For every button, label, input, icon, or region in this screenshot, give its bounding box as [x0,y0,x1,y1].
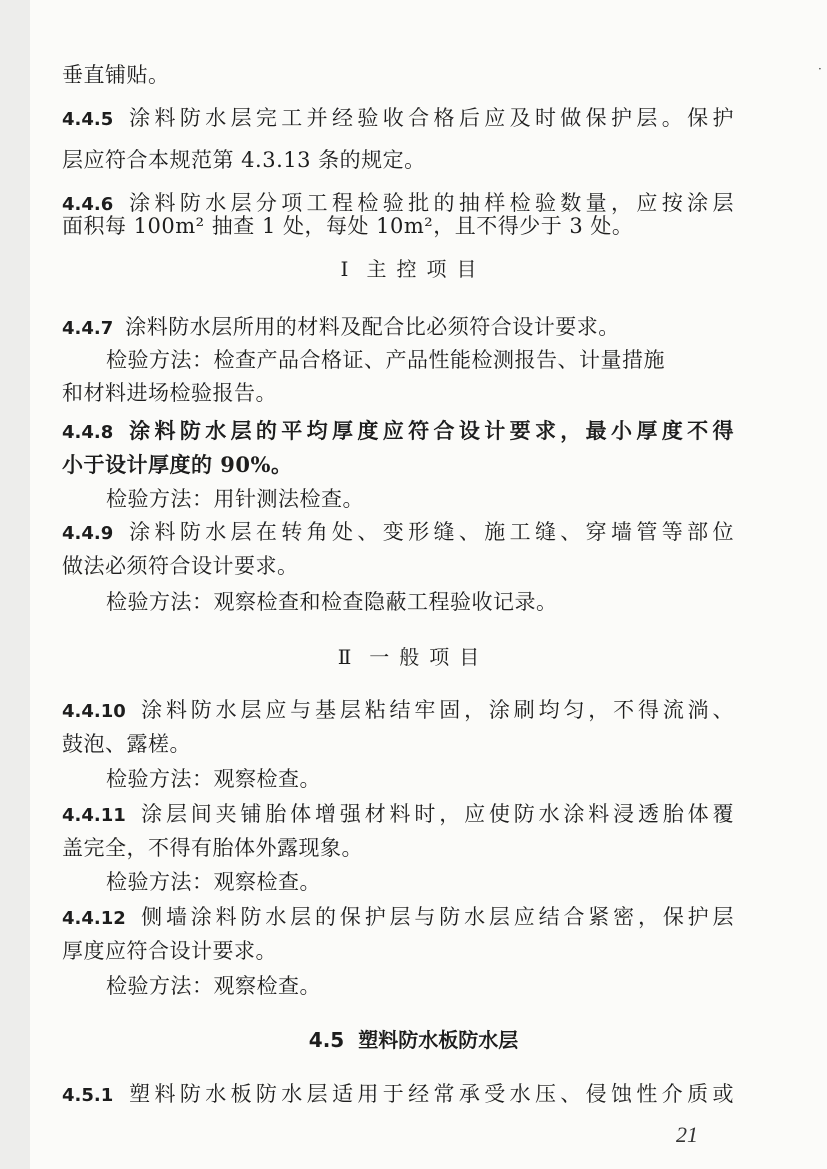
page-number: 21 [676,1122,698,1147]
clause-4-4-5 [62,104,734,134]
clause-number: 4.4.6 [62,194,114,215]
clause-4-5-1 [62,1080,734,1110]
clause-text: 涂料防水层所用的材料及配合比必须符合设计要求。 [125,315,620,339]
clause-text: 涂层间夹铺胎体增强材料时，应使防水涂料浸透胎体覆 [137,802,734,826]
clause-4-4-9 [62,518,734,548]
text-line: 厚度应符合设计要求。 [62,939,277,963]
scan-edge-shadow [0,0,30,1169]
clause-number: 4.5.1 [62,1085,114,1106]
text-line: 面积每 100m² 抽查 1 处，每处 10m²，且不得少于 3 处。 [62,214,634,238]
clause-4-4-8 [62,417,734,447]
clause-number: 4.4.10 [62,701,126,722]
clause-number: 4.4.11 [62,805,126,826]
clause-4-4-10 [62,696,734,726]
clause-text: 侧墙涂料防水层的保护层与防水层应结合紧密，保护层 [137,905,734,929]
section-title-text: 塑料防水板防水层 [358,1028,519,1052]
clause-text: 涂料防水层在转角处、变形缝、施工缝、穿墙管等部位 [125,520,734,544]
clause-text: 涂料防水层的平均厚度应符合设计要求，最小厚度不得 [125,418,734,443]
text-line: 垂直铺贴。 [62,63,170,87]
subheading-main-control-items [0,255,827,283]
clause-number: 4.4.9 [62,523,114,544]
inspection-method: 检验方法：观察检查和检查隐蔽工程验收记录。 [106,590,558,614]
clause-number: 4.4.7 [62,318,114,339]
subheading-text: 主控项目 [366,257,487,281]
text-line: 做法必须符合设计要求。 [62,554,299,578]
inspection-method: 检验方法：用针测法检查。 [106,487,364,511]
clause-4-4-11 [62,800,734,830]
subheading-general-items [0,643,827,671]
section-number: 4.5 [308,1028,345,1052]
clause-4-4-12 [62,903,734,933]
subheading-numeral: Ⅱ [337,645,352,669]
clause-4-4-7 [62,313,620,343]
inspection-method: 检验方法：观察检查。 [106,767,321,791]
subheading-text: 一般项目 [369,645,490,669]
clause-text: 涂料防水层应与基层粘结牢固，涂刷均匀，不得流淌、 [137,698,734,722]
text-line: 层应符合本规范第 4.3.13 条的规定。 [62,148,426,172]
text-line: 鼓泡、露槎。 [62,732,191,756]
clause-text: 涂料防水层完工并经验收合格后应及时做保护层。保护 [125,106,734,130]
clause-number: 4.4.5 [62,109,114,130]
text-line: 和材料进场检验报告。 [62,381,277,405]
text-line: 小于设计厚度的 90%。 [62,452,293,477]
subheading-numeral: Ⅰ [340,257,349,281]
clause-text: 涂料防水层分项工程检验批的抽样检验数量，应按涂层 [125,191,734,215]
clause-number: 4.4.12 [62,908,126,929]
section-title [0,1026,827,1054]
inspection-method: 检验方法：观察检查。 [106,974,321,998]
inspection-method: 检验方法：观察检查。 [106,870,321,894]
scan-speck: · [818,62,822,76]
clause-number: 4.4.8 [62,422,114,443]
clause-text: 塑料防水板防水层适用于经常承受水压、侵蚀性介质或 [125,1082,734,1106]
inspection-method: 检验方法：检查产品合格证、产品性能检测报告、计量措施 [106,348,665,372]
text-line: 盖完全，不得有胎体外露现象。 [62,836,363,860]
